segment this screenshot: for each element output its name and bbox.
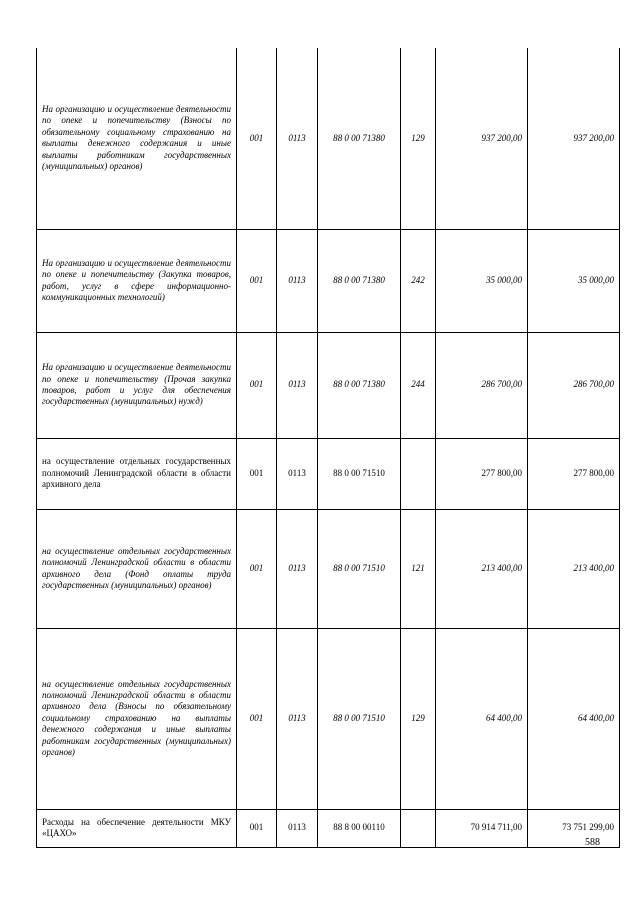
amount-year-1: 35 000,00 [436, 229, 528, 332]
amount-year-1: 937 200,00 [436, 48, 528, 229]
ministry-code: 001 [237, 438, 277, 509]
row-description: На организацию и осуществление деятельности по опеке и попечительству (Закупка товаров, работ, услуг в сфере информационно-коммуникационных технологий) [37, 229, 237, 332]
amount-year-2: 213 400,00 [528, 509, 620, 628]
target-article-code: 88 0 00 71510 [318, 438, 401, 509]
table-row [37, 628, 620, 809]
table-row [37, 229, 620, 332]
target-article-code: 88 0 00 71380 [318, 48, 401, 229]
amount-year-2: 64 400,00 [528, 628, 620, 809]
section-code: 0113 [277, 438, 318, 509]
ministry-code: 001 [237, 509, 277, 628]
expense-type-code: 129 [401, 48, 436, 229]
amount-year-1: 70 914 711,00 [436, 809, 528, 847]
amount-year-2: 937 200,00 [528, 48, 620, 229]
row-description: на осуществление отдельных государственных полномочий Ленинградской области в области архивного дела (Взносы по обязательному социальному страхованию на выплаты денежного содержания и иные выплаты работникам государственных (муниципальных) органов) [37, 628, 237, 809]
ministry-code: 001 [237, 809, 277, 847]
table-row [37, 438, 620, 509]
target-article-code: 88 0 00 71510 [318, 628, 401, 809]
amount-year-2: 286 700,00 [528, 332, 620, 438]
amount-year-1: 277 800,00 [436, 438, 528, 509]
target-article-code: 88 0 00 71510 [318, 509, 401, 628]
table-row [37, 48, 620, 229]
section-code: 0113 [277, 628, 318, 809]
amount-year-2: 73 751 299,00 [528, 809, 620, 847]
target-article-code: 88 8 00 00110 [318, 809, 401, 847]
section-code: 0113 [277, 332, 318, 438]
table-row [37, 509, 620, 628]
ministry-code: 001 [237, 628, 277, 809]
expense-type-code [401, 438, 436, 509]
budget-table [36, 48, 620, 848]
section-code: 0113 [277, 509, 318, 628]
section-code: 0113 [277, 809, 318, 847]
expense-type-code [401, 809, 436, 847]
row-description: на осуществление отдельных государственных полномочий Ленинградской области в области архивного дела (Фонд оплаты труда государственных (муниципальных) органов) [37, 509, 237, 628]
ministry-code: 001 [237, 332, 277, 438]
row-description: На организацию и осуществление деятельности по опеке и попечительству (Прочая закупка товаров, работ и услуг для обеспечения государственных (муниципальных) нужд) [37, 332, 237, 438]
page-number: 588 [585, 837, 600, 848]
amount-year-2: 35 000,00 [528, 229, 620, 332]
row-description: Расходы на обеспечение деятельности МКУ «ЦАХО» [37, 809, 237, 847]
ministry-code: 001 [237, 229, 277, 332]
amount-year-1: 286 700,00 [436, 332, 528, 438]
expense-type-code: 129 [401, 628, 436, 809]
target-article-code: 88 0 00 71380 [318, 229, 401, 332]
expense-type-code: 242 [401, 229, 436, 332]
amount-year-1: 213 400,00 [436, 509, 528, 628]
table-row [37, 809, 620, 847]
section-code: 0113 [277, 229, 318, 332]
ministry-code: 001 [237, 48, 277, 229]
section-code: 0113 [277, 48, 318, 229]
amount-year-2: 277 800,00 [528, 438, 620, 509]
target-article-code: 88 0 00 71380 [318, 332, 401, 438]
row-description: на осуществление отдельных государственных полномочий Ленинградской области в области архивного дела [37, 438, 237, 509]
amount-year-1: 64 400,00 [436, 628, 528, 809]
expense-type-code: 121 [401, 509, 436, 628]
expense-type-code: 244 [401, 332, 436, 438]
row-description: На организацию и осуществление деятельности по опеке и попечительству (Взносы по обязательному социальному страхованию на выплаты денежного содержания и иные выплаты работникам государственных (муниципальных) органов) [37, 48, 237, 229]
table-row [37, 332, 620, 438]
